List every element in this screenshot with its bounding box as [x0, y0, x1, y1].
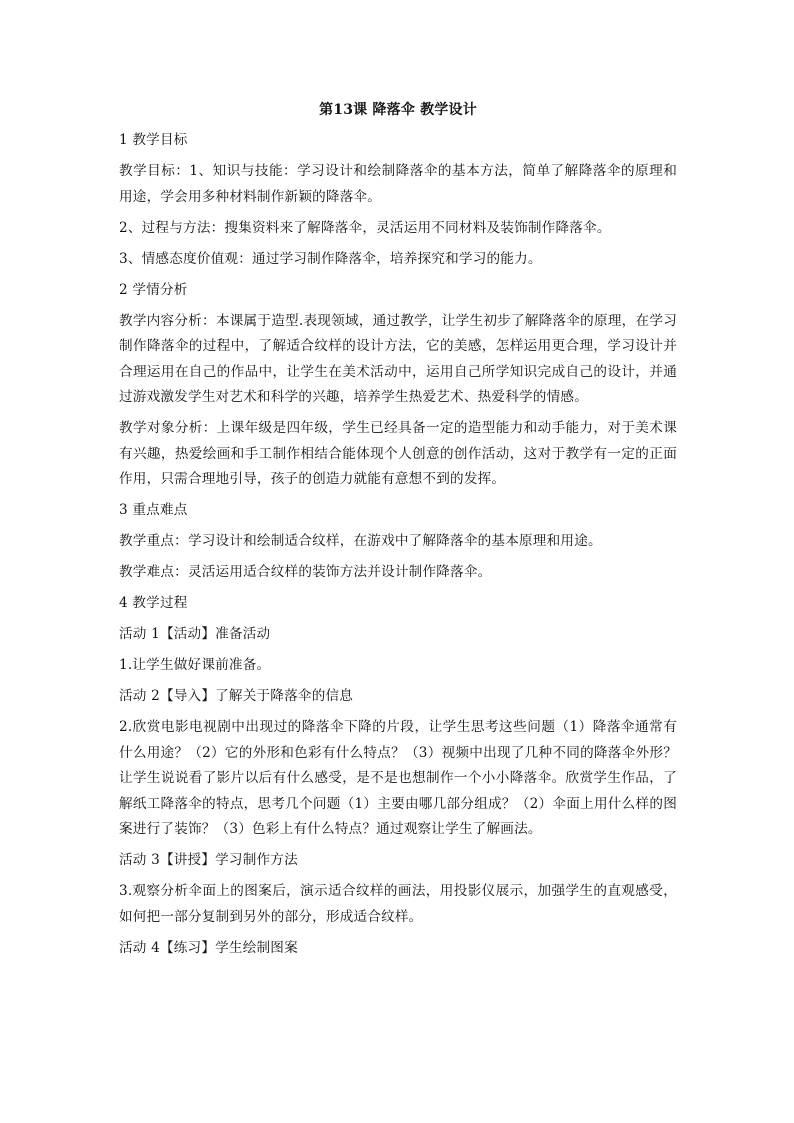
heading-analysis: 2 学情分析 [119, 281, 188, 298]
key-point: 教学重点：学习设计和绘制适合纹样，在游戏中了解降落伞的基本原理和用途。 [119, 533, 602, 549]
document-body [119, 100, 677, 967]
activity-3-heading: 活动 3【讲授】学习制作方法 [119, 852, 298, 868]
content-analysis: 教学内容分析：本课属于造型.表现领域，通过教学，让学生初步了解降落伞的原理，在学习制作降落伞的过程中，了解适合纹样的设计方法，它的美感，怎样运用更合理，学习设计并合理运用在自己的作品中，让学生在美术活动中，运用自己所学知识完成自己的设计，并通过游戏激发学生对艺术和科学的兴趣，培养学生热爱艺术、热爱科学的情感。 [119, 312, 677, 405]
objective-knowledge: 教学目标：1、知识与技能：学习设计和绘制降落伞的基本方法，简单了解降落伞的原理和用途，学会用多种材料制作新颖的降落伞。 [119, 163, 677, 205]
activity-1-heading: 活动 1【活动】准备活动 [119, 626, 271, 642]
student-analysis: 教学对象分析：上课年级是四年级，学生已经具备一定的造型能力和动手能力，对于美术课有兴趣，热爱绘画和手工制作相结合能体现个人创意的创作活动，这对于教学有一定的正面作用，只需合理地引导，孩子的创造力就能有意想不到的发挥。 [119, 420, 677, 487]
activity-3-body: 3.观察分析伞面上的图案后，演示适合纹样的画法，用投影仪展示，加强学生的直观感受，如何把一部分复制到另外的部分，形成适合纹样。 [119, 883, 677, 925]
heading-objectives: 1 教学目标 [119, 132, 188, 148]
heading-process: 4 教学过程 [119, 595, 188, 611]
objective-attitude: 3、情感态度价值观：通过学习制作降落伞，培养探究和学习的能力。 [119, 250, 542, 267]
heading-key-points: 3 重点难点 [119, 502, 188, 518]
objective-process: 2、过程与方法：搜集资料来了解降落伞，灵活运用不同材料及装饰制作降落伞。 [119, 219, 611, 236]
activity-4-heading: 活动 4【练习】学生绘制图案 [119, 939, 298, 956]
document-title: 第13课 降落伞 教学设计 [319, 102, 477, 118]
activity-2-body: 2.欣赏电影电视剧中出现过的降落伞下降的片段，让学生思考这些问题（1）降落伞通常有什么用途？（2）它的外形和色彩有什么特点？（3）视频中出现了几种不同的降落伞外形？让学生说说看了影片以后有什么感受，是不是也想制作一个小小降落伞。欣赏学生作品，了解纸工降落伞的特点，思考几个问题（1）主要由哪几部分组成？（2）伞面上用什么样的图案进行了装饰？（3）色彩上有什么特点？通过观察让学生了解画法。 [119, 719, 677, 837]
activity-1-body: 1.让学生做好课前准备。 [119, 657, 271, 673]
difficult-point: 教学难点：灵活运用适合纹样的装饰方法并设计制作降落伞。 [119, 564, 492, 580]
activity-2-heading: 活动 2【导入】了解关于降落伞的信息 [119, 688, 354, 704]
